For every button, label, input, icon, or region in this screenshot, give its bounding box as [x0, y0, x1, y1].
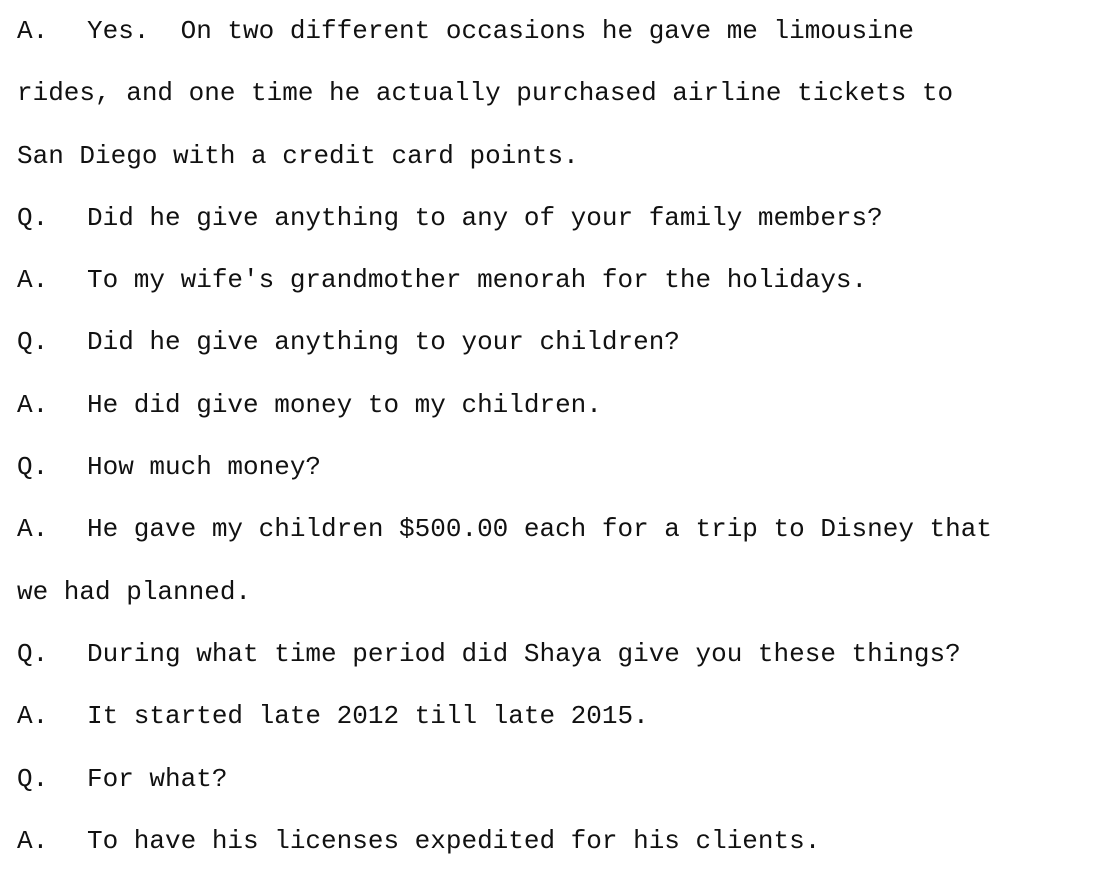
line-text: It started late 2012 till late 2015. — [87, 701, 649, 732]
line-text: He did give money to my children. — [87, 389, 602, 420]
speaker-label: Q. — [17, 763, 49, 794]
line-text: For what? — [87, 763, 228, 794]
speaker-label: A. — [17, 825, 49, 856]
line-text: rides, and one time he actually purchased airline tickets to — [17, 78, 954, 109]
line-text: Did he give anything to any of your family members? — [87, 202, 883, 233]
transcript-line — [17, 0, 1092, 62]
speaker-label: A. — [17, 389, 49, 420]
line-text: San Diego with a credit card points. — [17, 140, 579, 171]
speaker-label: A. — [17, 701, 49, 732]
transcript-line — [17, 810, 1092, 872]
transcript-line — [17, 187, 1092, 249]
transcript-line — [17, 62, 1092, 124]
transcript-line — [17, 685, 1092, 747]
line-text: we had planned. — [17, 576, 252, 607]
transcript-line — [17, 249, 1092, 311]
transcript-line — [17, 623, 1092, 685]
transcript-line — [17, 374, 1092, 436]
transcript-line — [17, 311, 1092, 373]
speaker-label: A. — [17, 514, 49, 545]
line-text: How much money? — [87, 452, 322, 483]
transcript-body — [17, 0, 1092, 872]
transcript-line — [17, 561, 1092, 623]
speaker-label: Q. — [17, 452, 49, 483]
line-text: Yes. On two different occasions he gave me limousine — [87, 16, 914, 46]
line-text: Did he give anything to your children? — [87, 327, 680, 358]
speaker-label: A. — [17, 265, 49, 296]
transcript-line — [17, 436, 1092, 498]
transcript-line — [17, 748, 1092, 810]
transcript-line — [17, 125, 1092, 187]
speaker-label: Q. — [17, 327, 49, 358]
speaker-label: A. — [17, 16, 49, 46]
transcript-line — [17, 498, 1092, 560]
line-text: To have his licenses expedited for his clients. — [87, 825, 821, 856]
line-text: He gave my children $500.00 each for a trip to Disney that — [87, 514, 992, 545]
speaker-label: Q. — [17, 638, 49, 669]
line-text: To my wife's grandmother menorah for the holidays. — [87, 265, 868, 296]
speaker-label: Q. — [17, 202, 49, 233]
line-text: During what time period did Shaya give you these things? — [87, 638, 961, 669]
